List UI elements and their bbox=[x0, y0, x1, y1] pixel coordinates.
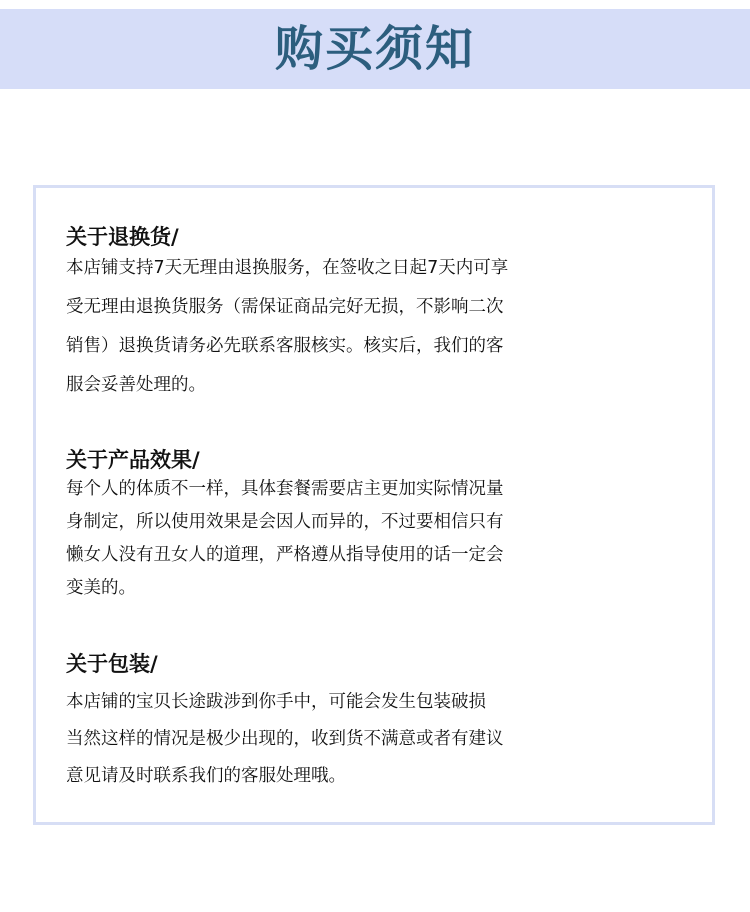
section-packaging bbox=[66, 650, 586, 787]
section-text-line: 懒女人没有丑女人的道理，严格遵从指导使用的话一定会 bbox=[66, 545, 504, 565]
section-effects bbox=[66, 446, 586, 599]
section-text-line: 每个人的体质不一样，具体套餐需要店主更加实际情况量 bbox=[66, 479, 504, 499]
section-text-line: 意见请及时联系我们的客服处理哦。 bbox=[66, 766, 346, 786]
section-text-line: 服会妥善处理的。 bbox=[66, 375, 206, 395]
section-text-line: 当然这样的情况是极少出现的，收到货不满意或者有建议 bbox=[66, 729, 504, 749]
section-title: 关于退换货/ bbox=[66, 225, 179, 249]
section-title: 关于产品效果/ bbox=[66, 448, 200, 472]
section-title: 关于包装/ bbox=[66, 652, 158, 676]
section-text-line: 本店铺的宝贝长途跋涉到你手中，可能会发生包装破损 bbox=[66, 692, 486, 712]
section-text-line: 受无理由退换货服务（需保证商品完好无损，不影响二次 bbox=[66, 297, 504, 317]
section-text-line: 本店铺支持7天无理由退换服务，在签收之日起7天内可享 bbox=[66, 258, 509, 278]
section-text-line: 销售）退换货请务必先联系客服核实。核实后，我们的客 bbox=[66, 336, 504, 356]
page-title: 购买须知 bbox=[274, 21, 475, 77]
section-text-line: 身制定，所以使用效果是会因人而异的，不过要相信只有 bbox=[66, 512, 504, 532]
section-returns bbox=[66, 223, 586, 396]
section-text-line: 变美的。 bbox=[66, 578, 136, 598]
